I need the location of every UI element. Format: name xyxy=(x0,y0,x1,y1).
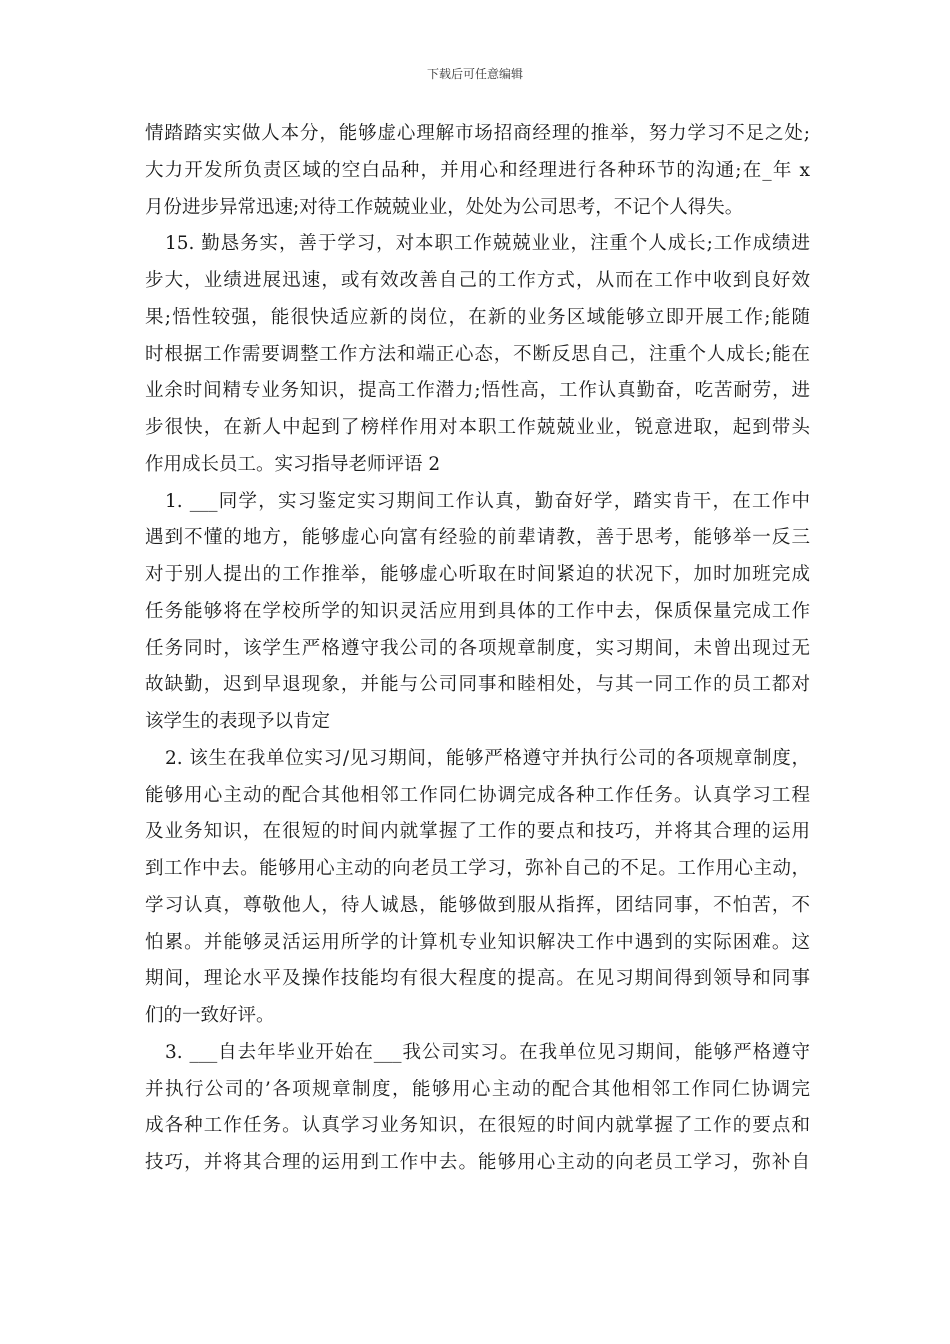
page-header: 下载后可任意编辑 xyxy=(426,67,523,81)
text-line: 作用成长员工。实习指导老师评语 2 xyxy=(145,453,441,475)
text-line: 到工作中去。能够用心主动的向老员工学习，弥补自己的不足。工作用心主动， xyxy=(145,858,810,879)
text-line: 月份进步异常迅速;对待工作兢兢业业，处处为公司思考，不记个人得失。 xyxy=(145,196,744,218)
text-line: 15. 勤恳务实，善于学习，对本职工作兢兢业业，注重个人成长;工作成绩进 xyxy=(165,233,810,255)
text-line: 并执行公司的’各项规章制度，能够用心主动的配合其他相邻工作同仁协调完 xyxy=(145,1078,810,1100)
text-line: 成各种工作任务。认真学习业务知识，在很短的时间内就掌握了工作的要点和 xyxy=(145,1115,810,1137)
text-line: 故缺勤，迟到早退现象，并能与公司同事和睦相处，与其一同工作的员工都对 xyxy=(145,674,810,696)
text-line: 果;悟性较强，能很快适应新的岗位，在新的业务区域能够立即开展工作;能随 xyxy=(145,306,810,328)
text-line: 及业务知识，在很短的时间内就掌握了工作的要点和技巧，并将其合理的运用 xyxy=(145,821,810,843)
text-line: 步很快，在新人中起到了榜样作用对本职工作兢兢业业，锐意进取，起到带头 xyxy=(145,417,810,438)
text-line: 们的一致好评。 xyxy=(145,1005,275,1026)
text-line: 学习认真，尊敬他人，待人诚恳，能够做到服从指挥，团结同事，不怕苦，不 xyxy=(145,894,810,916)
text-line: 期间，理论水平及操作技能均有很大程度的提高。在见习期间得到领导和同事 xyxy=(145,968,810,990)
text-line: 业余时间精专业务知识，提高工作潜力;悟性高，工作认真勤奋，吃苦耐劳，进 xyxy=(145,380,810,402)
text-line: 1. ___同学，实习鉴定实习期间工作认真，勤奋好学，踏实肯干，在工作中 xyxy=(165,490,810,512)
text-line: 任务同时，该学生严格遵守我公司的各项规章制度，实习期间，未曾出现过无 xyxy=(145,637,810,659)
text-line: 2. 该生在我单位实习/见习期间，能够严格遵守并执行公司的各项规章制度， xyxy=(165,747,810,769)
text-line: 情踏踏实实做人本分，能够虚心理解市场招商经理的推举，努力学习不足之处; xyxy=(145,123,810,144)
text-line: 遇到不懂的地方，能够虚心向富有经验的前辈请教，善于思考，能够举一反三 xyxy=(145,527,810,549)
text-line: 时根据工作需要调整工作方法和端正心态，不断反思自己，注重个人成长;能在 xyxy=(145,343,810,365)
text-line: 怕累。并能够灵活运用所学的计算机专业知识解决工作中遇到的实际困难。这 xyxy=(145,931,810,953)
text-line: 对于别人提出的工作推举，能够虚心听取在时间紧迫的状况下，加时加班完成 xyxy=(145,564,810,585)
text-line: 步大，业绩进展迅速，或有效改善自己的工作方式，从而在工作中收到良好效 xyxy=(145,270,810,291)
text-line: 3. ___自去年毕业开始在___我公司实习。在我单位见习期间，能够严格遵守 xyxy=(165,1041,810,1063)
text-line: 大力开发所负责区域的空白品种，并用心和经理进行各种环节的沟通;在_年 x xyxy=(145,159,810,181)
text-line: 技巧，并将其合理的运用到工作中去。能够用心主动的向老员工学习，弥补自 xyxy=(145,1152,810,1173)
text-line: 能够用心主动的配合其他相邻工作同仁协调完成各种工作任务。认真学习工程 xyxy=(145,784,810,806)
text-line: 该学生的表现予以肯定 xyxy=(145,711,331,732)
text-line: 任务能够将在学校所学的知识灵活应用到具体的工作中去，保质保量完成工作 xyxy=(145,600,810,622)
document-body xyxy=(145,116,810,1182)
